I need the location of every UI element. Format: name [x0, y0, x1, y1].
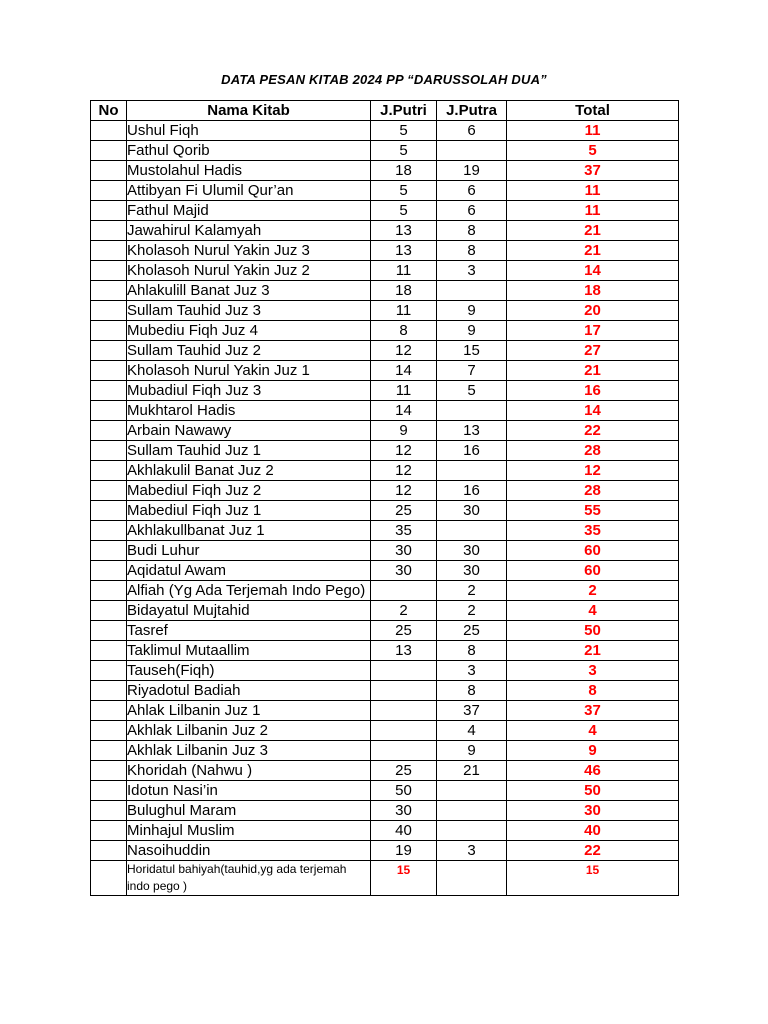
table-row: [91, 621, 679, 641]
j-putri-cell: [371, 701, 437, 721]
table-row: [91, 421, 679, 441]
row-number-cell: [91, 121, 127, 141]
j-putra-cell: 8: [437, 221, 507, 241]
j-putra-cell: 5: [437, 381, 507, 401]
kitab-name-cell: Mubediu Fiqh Juz 4: [127, 321, 371, 341]
j-putra-cell: 8: [437, 241, 507, 261]
kitab-name-cell: Jawahirul Kalamyah: [127, 221, 371, 241]
table-row: [91, 241, 679, 261]
row-number-cell: [91, 521, 127, 541]
kitab-name-cell: Sullam Tauhid Juz 3: [127, 301, 371, 321]
row-number-cell: [91, 381, 127, 401]
document-title: DATA PESAN KITAB 2024 PP “DARUSSOLAH DUA”: [221, 72, 547, 87]
j-putri-cell: 11: [371, 301, 437, 321]
j-putra-cell: 2: [437, 601, 507, 621]
table-row: [91, 821, 679, 841]
j-putra-cell: 4: [437, 721, 507, 741]
total-cell: 30: [507, 801, 679, 821]
header-no: No: [91, 101, 127, 121]
j-putri-cell: [371, 661, 437, 681]
j-putri-cell: 14: [371, 361, 437, 381]
header-total: Total: [507, 101, 679, 121]
j-putri-cell: 25: [371, 761, 437, 781]
total-cell: 11: [507, 181, 679, 201]
kitab-name-cell: Mabediul Fiqh Juz 1: [127, 501, 371, 521]
kitab-name-cell: Sullam Tauhid Juz 1: [127, 441, 371, 461]
table-row: [91, 441, 679, 461]
total-cell: 21: [507, 241, 679, 261]
j-putra-cell: [437, 821, 507, 841]
table-row: [91, 721, 679, 741]
j-putra-cell: 6: [437, 181, 507, 201]
row-number-cell: [91, 401, 127, 421]
total-cell: 14: [507, 261, 679, 281]
kitab-name-cell: Ahlak Lilbanin Juz 1: [127, 701, 371, 721]
j-putri-cell: 5: [371, 181, 437, 201]
j-putra-cell: [437, 461, 507, 481]
table-row: [91, 521, 679, 541]
table-row: [91, 481, 679, 501]
row-number-cell: [91, 581, 127, 601]
j-putra-cell: [437, 141, 507, 161]
table-row: [91, 181, 679, 201]
table-row: [91, 581, 679, 601]
table-row: [91, 501, 679, 521]
table-row: [91, 301, 679, 321]
kitab-name-cell: Ushul Fiqh: [127, 121, 371, 141]
kitab-name-cell: Tasref: [127, 621, 371, 641]
kitab-name-cell: Aqidatul Awam: [127, 561, 371, 581]
j-putra-cell: 2: [437, 581, 507, 601]
j-putra-cell: 19: [437, 161, 507, 181]
kitab-name-cell: Bulughul Maram: [127, 801, 371, 821]
kitab-name-cell: Akhlak Lilbanin Juz 2: [127, 721, 371, 741]
row-number-cell: [91, 821, 127, 841]
j-putri-cell: 40: [371, 821, 437, 841]
j-putri-cell: 30: [371, 561, 437, 581]
row-number-cell: [91, 421, 127, 441]
total-cell: 16: [507, 381, 679, 401]
j-putri-cell: 19: [371, 841, 437, 861]
j-putra-cell: [437, 281, 507, 301]
row-number-cell: [91, 281, 127, 301]
total-cell: 5: [507, 141, 679, 161]
row-number-cell: [91, 781, 127, 801]
total-cell: 22: [507, 421, 679, 441]
kitab-name-cell: Khoridah (Nahwu ): [127, 761, 371, 781]
kitab-name-cell: Alfiah (Yg Ada Terjemah Indo Pego): [127, 581, 371, 601]
total-cell: 4: [507, 721, 679, 741]
row-number-cell: [91, 441, 127, 461]
j-putra-cell: 3: [437, 261, 507, 281]
row-number-cell: [91, 741, 127, 761]
table-row: [91, 121, 679, 141]
kitab-name-cell: Minhajul Muslim: [127, 821, 371, 841]
total-cell: 37: [507, 701, 679, 721]
total-cell: 4: [507, 601, 679, 621]
kitab-name-cell: Kholasoh Nurul Yakin Juz 3: [127, 241, 371, 261]
row-number-cell: [91, 221, 127, 241]
table-row: [91, 861, 679, 896]
table-row: [91, 641, 679, 661]
j-putri-cell: 11: [371, 381, 437, 401]
total-cell: 20: [507, 301, 679, 321]
total-cell: 21: [507, 641, 679, 661]
j-putri-cell: [371, 741, 437, 761]
header-nama-kitab: Nama Kitab: [127, 101, 371, 121]
row-number-cell: [91, 681, 127, 701]
table-row: [91, 541, 679, 561]
j-putra-cell: 15: [437, 341, 507, 361]
total-cell: 46: [507, 761, 679, 781]
header-j-putra: J.Putra: [437, 101, 507, 121]
table-row: [91, 761, 679, 781]
kitab-name-cell: Bidayatul Mujtahid: [127, 601, 371, 621]
kitab-name-cell: Mubadiul Fiqh Juz 3: [127, 381, 371, 401]
kitab-name-cell: Sullam Tauhid Juz 2: [127, 341, 371, 361]
row-number-cell: [91, 601, 127, 621]
j-putra-cell: 21: [437, 761, 507, 781]
kitab-name-cell: Arbain Nawawy: [127, 421, 371, 441]
table-row: [91, 261, 679, 281]
j-putra-cell: 8: [437, 641, 507, 661]
j-putri-cell: 12: [371, 481, 437, 501]
row-number-cell: [91, 641, 127, 661]
kitab-name-cell: Tauseh(Fiqh): [127, 661, 371, 681]
row-number-cell: [91, 841, 127, 861]
row-number-cell: [91, 561, 127, 581]
j-putra-cell: 7: [437, 361, 507, 381]
j-putra-cell: 9: [437, 741, 507, 761]
j-putri-cell: 9: [371, 421, 437, 441]
j-putri-cell: 35: [371, 521, 437, 541]
total-cell: 50: [507, 781, 679, 801]
total-cell: 21: [507, 361, 679, 381]
row-number-cell: [91, 181, 127, 201]
kitab-name-cell: Akhlakulil Banat Juz 2: [127, 461, 371, 481]
j-putri-cell: [371, 581, 437, 601]
table-row: [91, 841, 679, 861]
total-cell: 60: [507, 561, 679, 581]
row-number-cell: [91, 861, 127, 896]
j-putra-cell: 30: [437, 561, 507, 581]
j-putri-cell: 18: [371, 161, 437, 181]
kitab-name-cell: Akhlak Lilbanin Juz 3: [127, 741, 371, 761]
j-putri-cell: 13: [371, 241, 437, 261]
j-putri-cell: 2: [371, 601, 437, 621]
table-row: [91, 561, 679, 581]
j-putra-cell: 6: [437, 201, 507, 221]
row-number-cell: [91, 341, 127, 361]
j-putri-cell: 25: [371, 501, 437, 521]
kitab-name-cell: Budi Luhur: [127, 541, 371, 561]
row-number-cell: [91, 261, 127, 281]
row-number-cell: [91, 481, 127, 501]
row-number-cell: [91, 541, 127, 561]
total-cell: 2: [507, 581, 679, 601]
j-putra-cell: [437, 401, 507, 421]
j-putra-cell: 3: [437, 661, 507, 681]
j-putri-cell: 13: [371, 221, 437, 241]
table-row: [91, 281, 679, 301]
j-putri-cell: 14: [371, 401, 437, 421]
j-putri-cell: 12: [371, 461, 437, 481]
row-number-cell: [91, 661, 127, 681]
table-row: [91, 341, 679, 361]
table-row: [91, 141, 679, 161]
j-putri-cell: 25: [371, 621, 437, 641]
row-number-cell: [91, 201, 127, 221]
j-putra-cell: 25: [437, 621, 507, 641]
table-row: [91, 801, 679, 821]
kitab-name-cell: Fathul Majid: [127, 201, 371, 221]
total-cell: 60: [507, 541, 679, 561]
j-putri-cell: 11: [371, 261, 437, 281]
kitab-name-cell: Taklimul Mutaallim: [127, 641, 371, 661]
total-cell: 12: [507, 461, 679, 481]
table-row: [91, 401, 679, 421]
total-cell: 3: [507, 661, 679, 681]
total-cell: 14: [507, 401, 679, 421]
kitab-name-cell: Kholasoh Nurul Yakin Juz 2: [127, 261, 371, 281]
table-row: [91, 701, 679, 721]
kitab-name-cell: Horidatul bahiyah(tauhid,yg ada terjemah indo pego ): [127, 861, 371, 896]
j-putri-cell: [371, 681, 437, 701]
total-cell: 27: [507, 341, 679, 361]
kitab-name-cell: Attibyan Fi Ulumil Qur’an: [127, 181, 371, 201]
total-cell: 35: [507, 521, 679, 541]
total-cell: 17: [507, 321, 679, 341]
row-number-cell: [91, 501, 127, 521]
j-putri-cell: [371, 721, 437, 741]
table-row: [91, 681, 679, 701]
total-cell: 22: [507, 841, 679, 861]
table-row: [91, 601, 679, 621]
table-row: [91, 381, 679, 401]
total-cell: 11: [507, 201, 679, 221]
j-putra-cell: [437, 861, 507, 896]
kitab-name-cell: Akhlakullbanat Juz 1: [127, 521, 371, 541]
j-putra-cell: 8: [437, 681, 507, 701]
total-cell: 28: [507, 481, 679, 501]
j-putra-cell: [437, 801, 507, 821]
row-number-cell: [91, 141, 127, 161]
j-putra-cell: 30: [437, 541, 507, 561]
header-j-putri: J.Putri: [371, 101, 437, 121]
total-cell: 15: [507, 861, 679, 896]
table-row: [91, 321, 679, 341]
kitab-order-table: [90, 100, 679, 896]
j-putra-cell: 30: [437, 501, 507, 521]
total-cell: 9: [507, 741, 679, 761]
j-putra-cell: 13: [437, 421, 507, 441]
j-putri-cell: 5: [371, 201, 437, 221]
header-row: [91, 101, 679, 121]
table-row: [91, 201, 679, 221]
table-row: [91, 361, 679, 381]
j-putri-cell: 12: [371, 441, 437, 461]
table-row: [91, 461, 679, 481]
j-putri-cell: 13: [371, 641, 437, 661]
j-putra-cell: [437, 521, 507, 541]
j-putri-cell: 12: [371, 341, 437, 361]
total-cell: 21: [507, 221, 679, 241]
row-number-cell: [91, 161, 127, 181]
kitab-name-cell: Idotun Nasi’in: [127, 781, 371, 801]
j-putra-cell: 16: [437, 481, 507, 501]
j-putri-cell: 50: [371, 781, 437, 801]
j-putri-cell: 30: [371, 801, 437, 821]
kitab-name-cell: Riyadotul Badiah: [127, 681, 371, 701]
kitab-name-cell: Ahlakulill Banat Juz 3: [127, 281, 371, 301]
j-putra-cell: 9: [437, 321, 507, 341]
table-row: [91, 781, 679, 801]
total-cell: 50: [507, 621, 679, 641]
total-cell: 37: [507, 161, 679, 181]
row-number-cell: [91, 321, 127, 341]
kitab-name-cell: Nasoihuddin: [127, 841, 371, 861]
table-row: [91, 161, 679, 181]
j-putri-cell: 18: [371, 281, 437, 301]
j-putra-cell: 3: [437, 841, 507, 861]
total-cell: 8: [507, 681, 679, 701]
j-putra-cell: [437, 781, 507, 801]
total-cell: 28: [507, 441, 679, 461]
total-cell: 40: [507, 821, 679, 841]
table-row: [91, 661, 679, 681]
j-putri-cell: 5: [371, 121, 437, 141]
total-cell: 18: [507, 281, 679, 301]
row-number-cell: [91, 801, 127, 821]
row-number-cell: [91, 301, 127, 321]
row-number-cell: [91, 721, 127, 741]
kitab-name-cell: Fathul Qorib: [127, 141, 371, 161]
j-putra-cell: 9: [437, 301, 507, 321]
j-putra-cell: 6: [437, 121, 507, 141]
kitab-name-cell: Kholasoh Nurul Yakin Juz 1: [127, 361, 371, 381]
row-number-cell: [91, 461, 127, 481]
table-row: [91, 741, 679, 761]
kitab-name-cell: Mabediul Fiqh Juz 2: [127, 481, 371, 501]
j-putra-cell: 16: [437, 441, 507, 461]
row-number-cell: [91, 621, 127, 641]
row-number-cell: [91, 241, 127, 261]
table-row: [91, 221, 679, 241]
row-number-cell: [91, 761, 127, 781]
row-number-cell: [91, 701, 127, 721]
total-cell: 11: [507, 121, 679, 141]
j-putri-cell: 15: [371, 861, 437, 896]
total-cell: 55: [507, 501, 679, 521]
j-putri-cell: 5: [371, 141, 437, 161]
kitab-name-cell: Mukhtarol Hadis: [127, 401, 371, 421]
kitab-name-cell: Mustolahul Hadis: [127, 161, 371, 181]
row-number-cell: [91, 361, 127, 381]
j-putri-cell: 30: [371, 541, 437, 561]
j-putra-cell: 37: [437, 701, 507, 721]
j-putri-cell: 8: [371, 321, 437, 341]
